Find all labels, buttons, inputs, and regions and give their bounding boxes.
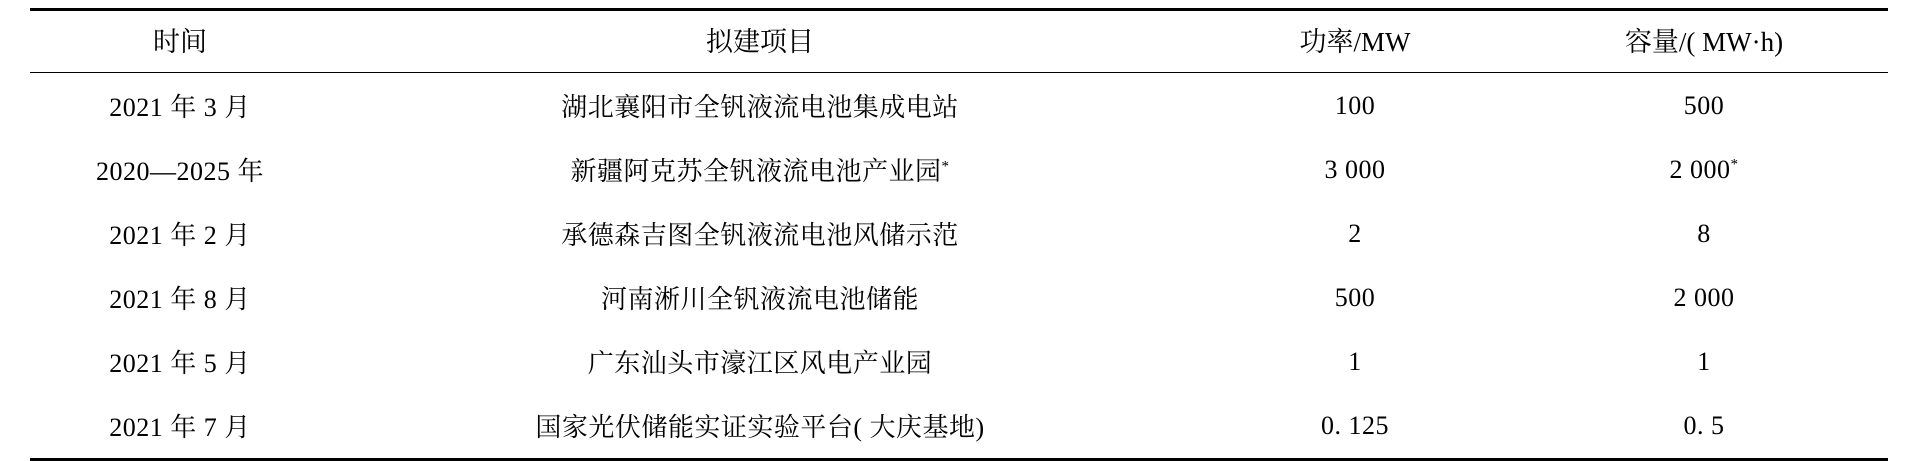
cell-capacity-text: 1 [1697,346,1711,376]
cell-time: 2021 年 7 月 [30,393,330,460]
table-body [30,73,1888,460]
cell-capacity [1520,329,1888,393]
cell-time: 2021 年 2 月 [109,221,251,250]
cell-capacity [1520,137,1888,201]
cell-project [330,137,1190,201]
cell-capacity-text: 8 [1697,218,1711,248]
column-header-project: 拟建项目 [330,10,1190,73]
cell-project [330,73,1190,138]
cell-power: 2 [1348,218,1362,248]
table-container [30,8,1888,461]
cell-capacity-text: 2 000 [1673,282,1735,312]
cell-project [330,393,1190,460]
cell-power: 1 [1348,346,1362,376]
cell-project-text: 河南淅川全钒液流电池储能 [600,285,919,314]
table-row [30,73,1888,138]
cell-capacity-mark: * [1730,155,1739,172]
table-header-row [30,10,1888,73]
column-header-power: 功率/MW [1190,10,1520,73]
projects-table [30,8,1888,461]
table-row [30,265,1888,329]
cell-project [330,201,1190,265]
cell-project-mark: * [941,158,950,175]
cell-project-text: 承德森吉图全钒液流电池风储示范 [561,221,959,250]
cell-capacity [1520,265,1888,329]
cell-project [330,265,1190,329]
cell-capacity-text: 2 000 [1669,154,1731,184]
cell-project-text: 广东汕头市濠江区风电产业园 [587,349,933,378]
cell-time: 2021 年 5 月 [109,349,251,378]
cell-time: 2021 年 3 月 [109,93,251,122]
cell-project [330,329,1190,393]
table-row [30,201,1888,265]
cell-project-text: 新疆阿克苏全钒液流电池产业园 [570,157,942,186]
table-header [30,10,1888,73]
cell-power: 100 [1334,90,1376,120]
cell-project-text: 湖北襄阳市全钒液流电池集成电站 [561,93,959,122]
cell-time: 2021 年 8 月 [109,285,251,314]
cell-power: 500 [1334,282,1376,312]
cell-capacity-text: 0. 5 [1683,410,1725,440]
cell-power: 0. 125 [1190,393,1520,460]
cell-capacity [1520,393,1888,460]
column-header-capacity: 容量/( MW·h) [1520,10,1888,73]
column-header-time: 时间 [30,10,330,73]
cell-project-text: 国家光伏储能实证实验平台( 大庆基地) [535,413,985,442]
cell-time: 2020—2025 年 [95,157,264,186]
cell-capacity [1520,201,1888,265]
table-row [30,393,1888,460]
cell-capacity [1520,73,1888,138]
table-row [30,137,1888,201]
cell-power: 3 000 [1324,154,1386,184]
table-row [30,329,1888,393]
cell-capacity-text: 500 [1683,90,1725,120]
